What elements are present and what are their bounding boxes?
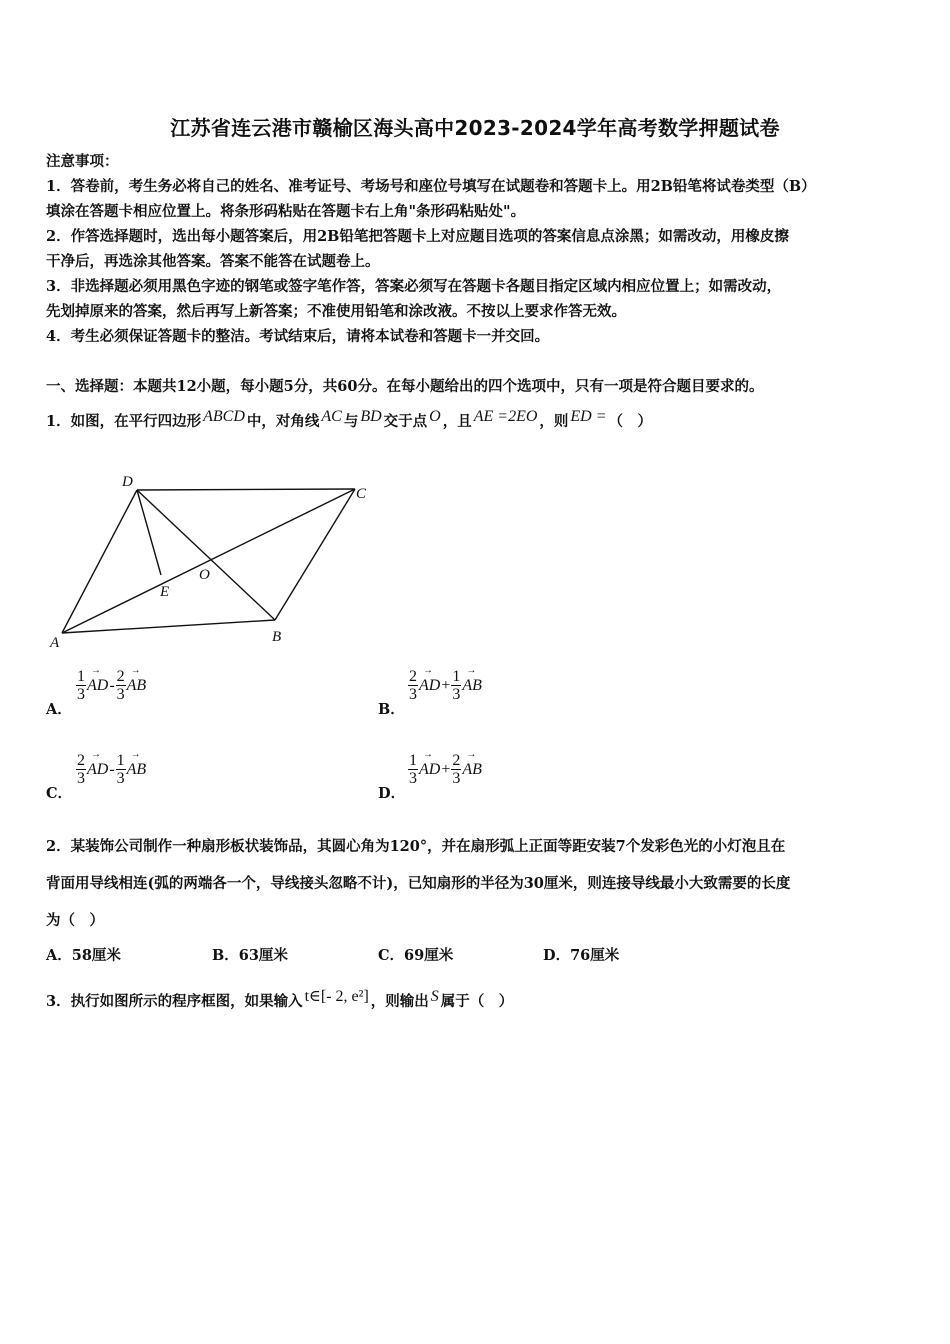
label-C: C (356, 486, 367, 502)
q1-text: ，则 (539, 413, 569, 430)
notice-line: 4．考生必须保证答题卡的整洁。考试结束后，请将本试卷和答题卡一并交回。 (46, 328, 550, 345)
fraction (408, 752, 418, 788)
numerator: 2 (116, 668, 125, 685)
q1-text: 1．如图，在平行四边形 (46, 413, 202, 430)
numerator: 2 (452, 752, 461, 769)
q1-math: BD (360, 408, 382, 425)
q1-text: 与 (343, 413, 359, 430)
q1-text: ，且 (442, 413, 472, 430)
question-2-line: 为（ ） (46, 912, 104, 929)
denominator: 3 (409, 686, 417, 703)
label-O: O (199, 567, 210, 583)
vector: → AD (419, 677, 440, 695)
q1-math: AE =2EO (473, 408, 538, 425)
numerator: 1 (116, 752, 125, 769)
segment-DE (137, 490, 161, 575)
q1-text: （ ） (608, 413, 653, 430)
side-AD (62, 490, 137, 633)
q1-math: AC (321, 408, 342, 425)
numerator: 1 (452, 668, 461, 685)
denominator: 3 (77, 686, 85, 703)
label-D: D (122, 474, 133, 490)
side-DC (137, 489, 355, 490)
q1-math: ABCD (203, 408, 245, 425)
q2-option-c[interactable]: C．69厘米 (378, 947, 454, 964)
q3-math: S (430, 988, 439, 1005)
operator: + (441, 761, 451, 778)
option-label: B． (378, 701, 405, 718)
vector: → AB (462, 761, 482, 779)
operator: - (109, 761, 115, 778)
q1-text: 交于点 (383, 413, 428, 430)
label-A: A (50, 635, 60, 651)
q3-math: t∈[- 2, e²] (304, 988, 369, 1005)
fraction (116, 668, 126, 704)
notice-line: 先划掉原来的答案，然后再写上新答案；不准使用铅笔和涂改液。不按以上要求作答无效。 (46, 303, 626, 320)
q1-math: O (429, 408, 441, 425)
operator: + (441, 677, 451, 694)
numerator: 1 (409, 752, 417, 769)
q3-text: ，则输出 (370, 993, 429, 1010)
option-label: C． (46, 785, 73, 802)
denominator: 3 (452, 770, 461, 787)
notice-line: 填涂在答题卡相应位置上。将条形码粘贴在答题卡右上角"条形码粘贴处"。 (46, 203, 526, 220)
denominator: 3 (77, 770, 85, 787)
vector: → AD (87, 677, 108, 695)
section-heading: 一、选择题：本题共12小题，每小题5分，共60分。在每小题给出的四个选项中，只有一项是符合题目要求的。 (46, 378, 764, 395)
notice-line: 2．作答选择题时，选出每小题答案后，用2B铅笔把答题卡上对应题目选项的答案信息点涂黑；如需改动，用橡皮擦 (46, 228, 789, 245)
fraction (76, 752, 86, 788)
denominator: 3 (116, 686, 125, 703)
option-expression (76, 668, 146, 704)
vector: → AD (419, 761, 440, 779)
vector: → AB (127, 761, 147, 779)
label-B: B (272, 629, 282, 645)
option-expression (76, 752, 146, 788)
question-3-stem (46, 990, 513, 1014)
fraction (76, 668, 86, 704)
question-2-line: 2．某装饰公司制作一种扇形板状装饰品，其圆心角为120°，并在扇形弧上正面等距安装7个发彩色光的小灯泡且在 (46, 838, 786, 855)
fraction (451, 668, 461, 704)
q3-text: 3．执行如图所示的程序框图，如果输入 (46, 993, 303, 1010)
label-E: E (160, 584, 170, 600)
side-BA (62, 620, 275, 633)
fraction (116, 752, 126, 788)
numerator: 1 (77, 668, 85, 685)
numerator: 2 (77, 752, 85, 769)
q2-option-b[interactable]: B．63厘米 (212, 947, 288, 964)
vector: → AB (462, 677, 482, 695)
numerator: 2 (409, 668, 417, 685)
option-expression (408, 752, 482, 788)
q3-text: 属于（ ） (440, 993, 514, 1010)
q1-math: ED = (570, 408, 607, 425)
operator: - (109, 677, 115, 694)
q2-option-d[interactable]: D．76厘米 (543, 947, 620, 964)
diagonal-BD (137, 490, 275, 620)
option-label: A． (46, 701, 72, 718)
q2-option-a[interactable]: A．58厘米 (46, 947, 121, 964)
exam-title: 江苏省连云港市赣榆区海头高中2023-2024学年高考数学押题试卷 (170, 116, 780, 140)
notice-line: 3．非选择题必须用黑色字迹的钢笔或签字笔作答，答案必须写在答题卡各题目指定区域内相应位置上；如需改动， (46, 278, 782, 295)
question-1-stem (46, 410, 652, 434)
notice-heading: 注意事项： (46, 153, 119, 170)
fraction (408, 668, 418, 704)
fraction (451, 752, 461, 788)
vector: → AB (127, 677, 147, 695)
notice-line: 干净后，再选涂其他答案。答案不能答在试题卷上。 (46, 253, 380, 270)
question-2-line: 背面用导线相连(弧的两端各一个，导线接头忽略不计)，已知扇形的半径为30厘米，则连接导线最小大致需要的长度 (46, 875, 791, 892)
denominator: 3 (116, 770, 125, 787)
option-label: D． (378, 785, 406, 802)
option-expression (408, 668, 482, 704)
denominator: 3 (409, 770, 417, 787)
parallelogram-figure (40, 465, 380, 655)
notice-line: 1．答卷前，考生务必将自己的姓名、准考证号、考场号和座位号填写在试题卷和答题卡上。用2B铅笔将试卷类型（B） (46, 178, 816, 195)
denominator: 3 (452, 686, 461, 703)
q1-text: 中，对角线 (246, 413, 320, 430)
vector: → AD (87, 761, 108, 779)
